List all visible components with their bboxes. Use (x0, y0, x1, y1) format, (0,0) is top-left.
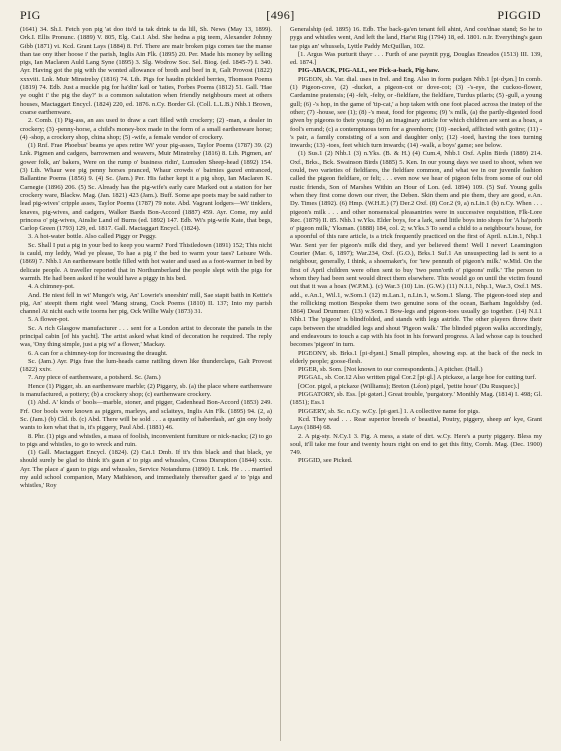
running-header (20, 8, 541, 26)
paragraph: (1641) 34. Sh.I. Fetch yon pig 'at doo its'd ta tak drink ta da lill, Sh. News (May 13, 1899). Ork.I. Ellis Pronunc. (1889) V. 805, Elg. Cai.1 Abd. She hedna a pig teem, Alexander Johnny Gibb (1871) vi. Kcd. Grant Lays (1884) 8. Frf. There are mair broken pigs comes tae the manse than tae ony ither hoose i' the parish, Inglis Ain Flk. (1895) 20. Per. Made his money by selling pigs, Ian Maclaren Auld Lang Syne (1895) 3. Slg. Wodrow Soc. Sel. Biog. (ed. 1845-7) I. 340. Ayr. Having got the pig with the wonted allowance of broth and beef in it, Galt Provost (1822) xxxviii. Lnk. Muir Minstrelsy (1816) 74. Lth. Pigs for haudin pickled berries, Thomson Poems (1819) 74. Edb. Just a muckle pig for ha'din' kail or 'taties, Forbes Poems (1812) 51. Gall. 'Hae ye ought i' the pig the day?' is a common salutation when friendly neighbours meet at others houses, Mactaggart Encycl. (1824) 220, ed. 1876. n.Cy. Border Gl. (Coll. L.L.B.) Nhb.1 Brown, coarse earthenware. (20, 26, 272, 116)
paragraph: 4. A chimney-pot. (28, 283, 75, 291)
paragraph: (1) Abd. A' kinds o' bools—marble, stoner, and pigger, Cadenhead Bon-Accord (1853) 249. Frf. Oor bools were known as piggers, marleys, and sclaiteys, Inglis Ain Flk. (1895) 94. (2, a) Sc. (Jam.) (b) Cld. ib. (c) Abd. There will be sold . . . a quantity of haberdash, an' gin ony body wants to ken what that is, it's piggery, Paul Abd. (1881) 46. (20, 399, 272, 432)
paragraph: 7. Any piece of earthenware, a potsherd. Sc. (Jam.) (28, 374, 161, 382)
paragraph: And. He niest fell in wi' Mungo's wig, An' Lowrie's sneeshin' mill, Sae stapit baith in Kettie's pig, An' steepit them right weel 'Mang strang, Cock Poems (1810) II. 137; Into my parish channel At nicht each wife toorns her pig, Ock Willie Waly (1873) 31. (20, 291, 272, 316)
paragraph: (1) Gall. Mactaggart Encycl. (1824). (2) Cai.1 Dmb. If it's this black and that black, ye should surely be glad to think it's gaun a' to pigs and whussles, Cross Disruption (1844) xxix. Ayr. The place a' gaun to pigs and whussles, Service Notandums (1890) I. Lnk. He . . . married my auld school companion, Mary Mathieson, and immediately thereafter gaed a' to 'pigs and whistles,' Roy (20, 449, 272, 490)
entry-piggal: PIGGAL, sb. Cor.12 Also written pigal Cor.2 [pi·gl.] A pickaxe, a large hoe for cutting turf. (298, 374, 537, 382)
entry-piggatory: PIGGATORY, sb. Ess. [pi·gətəri.] Great trouble, 'purgatory.' Monthly Mag. (1814) I. 498; Gl. (1851); Ess.1 (290, 391, 542, 407)
paragraph: Sc. (Jam.) Ayr. Pigs frae the lum-heads came rattling down like thunderclaps, Galt Provost (1822) xxiv. (20, 357, 272, 374)
entry-piggid: PIGGID, see Picked. (298, 457, 353, 465)
paragraph: 5. A flower-pot. (28, 316, 70, 324)
left-column (20, 26, 272, 743)
paragraph: Generalship (ed. 1895) 16. Edb. The back-ga'en tenant fell ahint, And cou'dnae stand; So he to pygs and whistles went, And left the land, Har'st Rig (1794) 18, ed. 1801. n.Ir. Everything's gaun tae pigs an' whussels, Lyttle Paddy McQuillan, 102. (290, 26, 542, 50)
paragraph: 2. Comb. (1) Pig-ass, an ass used to draw a cart filled with crockery; (2) -man, a dealer in crockery; (3) -penny-horse, a child's money-box made in the form of a small earthenware horse; (4) -shop, a crockery shop, china shop; (5) -wife, a female vendor of crockery. (20, 117, 272, 141)
paragraph: Sc. A rich Glasgow manufacturer . . . sent for a London artist to decorate the panels in the principal cabin [of his yacht]. The artist asked what kind of decoration he required. The reply was, 'Ony thing simple, just a pig wi' a flower,' Mackay. (20, 324, 272, 349)
paragraph: Hence (1) Pigger, sb. an earthenware marble; (2) Piggery, sb. (a) the place where earthenware is manufactured, a pottery; (b) a crockery shop; (c) earthenware crockery. (20, 382, 272, 399)
paragraph: 2. A pig-sty. N.Cy.1 3. Fig. A mess, a state of dirt. w.Cy. Here's a purty piggery. Bless my soul, it'll take me four and twenty hours right on end to get this fitty, Cornh. Mag. (Dec. 1900) 749. (290, 432, 542, 457)
entry-piger: PIGER, sb. Som. [Not known to our correspondents.] A pitcher. (Hall.) (298, 366, 483, 374)
paragraph: 8. Phr. (1) pigs and whistles, a mass of foolish, inconvenient furniture or nick-nacks; (2) to go to pigs and whistles, to go to wreck and ruin. (20, 432, 272, 448)
paragraph: (1) Rnf. Frae Phoebus' beams ye apes retire Wi' your pig-asses, Taylor Poems (1787) 39. (2) Lnk. Pigmen and cadgers, barrowmen and weavers, Muir Minstrelsy (1816) 8. Lth. Pigmen, an' gower folk, an' bakers, Were on the rump o' business ridin', Lumsden Sheep-head (1892) 154. (3) Lth. Whaur wee pig penny horses pranced, Whaur crowds o' bairnies gazed entranced, Ballantine Poems (1856) 9. (4) Sc. (Jam.) Per. His father kept it a pig shop, Ian Maclaren K. Carnegie (1896) 206. (5) Sc. Already has the pig-wife's early care Marked out a station for her crockery ware, Blackw. Mag. (Jan. 1821) 423 (Jam.). Buff. Some ape poets may be said rather to lead pig-wives' cripple asses, Taylor Poems (1787) 79 note. Abd. Vagrant lodgers—Wi' tinklers, knaves, pig-wives, and cadgers, Walker Bards Bon-Accord (1887) 459. Ayr. Come, my auld princess o' pig-wives, Ainslie Land of Burns (ed. 1892) 147. Edb. Wi's pig-wife Kate, that begs, Carlop Green (1793) 129, ed. 1817. Gall. Mactaggart Encycl. (1824). (20, 142, 272, 233)
column-divider (280, 26, 281, 741)
entry-piggery: PIGGERY, sb. Sc. n.Cy. w.Cy. [pi·gəri.] 1. A collective name for pigs. (298, 407, 480, 415)
entry-pigeony: PIGEONY, sb. Brks.1 [pi·dʒəni.] Small pimples, showing esp. at the back of the neck in elderly people; goose-flesh. (290, 349, 542, 365)
page-number: [496] (266, 8, 295, 22)
entry-pigeon: PIGEON, sb. Var. dial. uses in Irel. and Eng. Also in form pudgen Nhb.1 [pi·dʒən.] In comb. (1) Pigeon-cove, (2) -ducket, a pigeon-cot or dove-cot; (3) -'s-eye, the cuckoo-flower, Cardamine pratensis; (4) -felt, -felty, or -fieldfare, the fieldfare, Turdus pilaris; (5) -gull, a young gull; (6) -'s hop, in the game of 'tip-cat,' a hop taken with one foot placed across the instep of the other; (7) -house, see (1); (8) -'s meat, food for pigeons; (9) 's milk, (a) the partly-digested food given by pigeons to their young; (b) an imaginary article for which children are sent as a hoax, a fool's errand; (c) a contemptuous term for a greenhorn; (10) -necked, afflicted with goitre; (11) -'s pair, a family consisting of a son and daughter only; (12) -toed, having the toes turning inwards; (13) -toes, feet which turn inwards; (14) -walk, a boys' game; see below. (290, 75, 542, 150)
paragraph: Sc. Shall I put a pig in your bed to keep you warm? Ford Thistledown (1891) 152; This nicht is cauld, my leddy, Wad ye please, To hae a pig i' the bed to warm your taes? Leisure Wds. (1869) 7. Nhb.1 An earthenware bottle filled with hot water and used as a foot-warmer in bed by delicate people. A traveller reported that in Northumberland the people slept with the pigs for warmth. He had been asked if he would have a piggy in his bed. (20, 241, 272, 282)
entry-headword: PIG-ABACK, PIG-ALL, see Pick-a-back, Pig-haw. (298, 67, 440, 75)
header-left-word: PIG (20, 8, 41, 22)
paragraph: [OCor. pigol, a pickaxe (Williams); Breton (Léon) pigel, 'petite houe' (Du Rusquec).] (298, 382, 520, 390)
paragraph: 3. A hot-water bottle. Also called Piggy or Peggy. (28, 233, 157, 241)
paragraph: 6. A can for a chimney-top for increasing the draught. (28, 349, 168, 357)
paragraph: Kcd. They wad . . . Rear superior breeds o' beastial, Poutry, piggery, sheep an' kye, Grant Lays (1884) 68. (290, 415, 542, 432)
header-right-word: PIGGID (497, 8, 541, 22)
right-column (290, 26, 542, 743)
paragraph: [1. Argus Was purturit thayr . . . Furth of ane payntit pyg, Douglas Eneados (1513) III. 139, ed. 1874.] (290, 50, 542, 67)
paragraph: (1) Sus.1 (2) Nhb.1 (3) n.Yks. (B. & H.) (4) Cum.4, Nhb.1 Oxf. Aplin Birds (1889) 214. Oxf., Brks., Bck. Swainson Birds (1885) 5. Ken. In our young days we used to shoot, when we could, two varieties of fieldfares, the fieldfare common, and what we in our juvenile fashion called the pigeon fieldfare, or felt; . . . even now we hear of pigeon felts from some of our old rustic friends, Son of Marshes Within an Hour of Lon. (ed. 1894) 109. (5) Suf. Young gulls when they first come down our river, the Deben. Skin them and pie them, they are good, e.An. Dy. Times (1892). (6) Hmp. (W.H.E.) (7) Der.2 Oxf. (8) Cor.2 (9, a) n.Lin.1 (b) n.Cy. When . . . pigeon's milk . . . and other nonsensical pleasantries were in successive requisition, Flk-Lore Rec. (1879) II. 85. Nhb.1 w.Yks. Elder boys, for a lark, send little boys into shops for 'A ha'porth o' pigeon milk,' Yksman. (1888) 184, col. 2; w.Yks.3 To send a child to a neighbour's house, for a spoonful of this rare article, is a trick frequently practiced on the first of April. n.Lin.1, Nhp.1 War. Sent yer fer pigeon's milk did they, and yer believed them! Well I never! Leamington Courier (Mar. 6, 1897); War.234, Oxf. (G.O.), Brks.1 Suf.1 An unsuspecting lad is sent to a neighbour, generally, I think, a shoemaker's, for 'tew pennuth of pigeon's milk.' w.Mid. On the first of April children were often sent to buy 'two penn'orth o' pigeons' milk.' The person to whom they had been sent would direct them elsewhere. This would go on until the victim found out that it was a hoax (W.P.M.). (c) War.3 (10) Lin. (G.W.) (11) N.I.1, Nhp.1, War.3, Oxf.1 MS. add., e.An.1, Wil.1, w.Som.1 (12) m.Lan.1, n.Lin.1, w.Som.1 Slang. The pigeon-toed step and the rollicking motion Bespoke them two genuine sons of the ocean, Barham Ingoldsby (ed. 1864) Dead Drummer. (13) w.Som.1 Bow-legs and pigeon-toes usually go together. (14) N.I.1 Nhb.1 The 'pigeon' is blindfolded, and stands with legs astride. The other players throw their caps between the straddled legs and shout 'Pigeon walk.' The blinded pigeon walks accordingly, and endeavours to touch a cap with his foot in his forward progress. A lad whose cap is touched becomes 'pigeon' in turn. (290, 150, 542, 349)
